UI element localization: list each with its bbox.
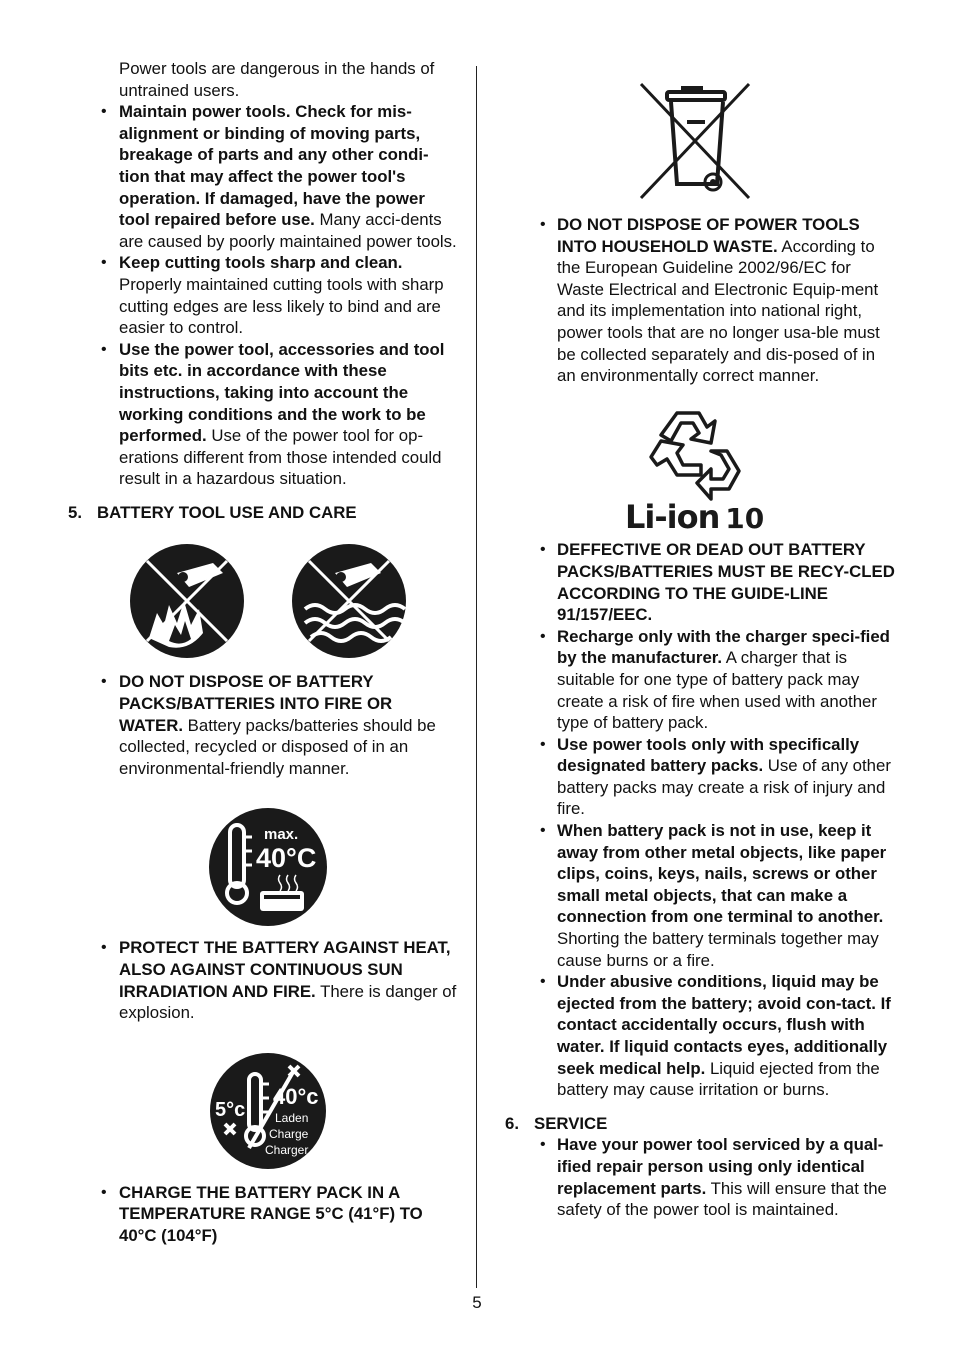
page-number: 5 (472, 1293, 482, 1312)
safety-list (68, 101, 458, 490)
list-item: • Recharge only with the charger speci-fied by the manufacturer. A charger that is suitable for one type of battery pack may create a risk of fire when used with another type of battery pack. (505, 626, 897, 734)
list-item: • PROTECT THE BATTERY AGAINST HEAT, ALSO AGAINST CONTINUOUS SUN IRRADIATION AND FIRE. There is danger of explosion. (68, 937, 458, 1023)
laden-label: Laden (275, 1110, 309, 1125)
weee-figure (549, 80, 841, 204)
list-item: • DO NOT DISPOSE OF BATTERY PACKS/BATTERIES INTO FIRE OR WATER. Battery packs/batteries should be collected, recycled or disposed of in an environmental-friendly manner. (68, 671, 458, 779)
list-item: • Maintain power tools. Check for mis-alignment or binding of moving parts, breakage of parts and any other condi-tion that may affect the power tool's operation. If damaged, have the power tool repaired before use. Many acci-dents are caused by poorly maintained power tools. (68, 101, 458, 252)
heat-list (68, 937, 458, 1023)
section-heading-6: 6. SERVICE (505, 1113, 608, 1133)
li-ion-label: Li-ion 10 (625, 497, 765, 536)
list-item: • Use power tools only with specifically designated battery packs. Use of any other battery packs may create a risk of injury and fire. (505, 734, 897, 820)
no-fire-no-water-icons (68, 543, 458, 659)
intro-text: Power tools are dangerous in the hands of untrained users. (119, 59, 435, 100)
recycling-figure (625, 409, 765, 534)
no-fire-icon (129, 543, 245, 659)
high-temp-label: 40°c (273, 1083, 319, 1109)
charger-label: Charger (265, 1142, 309, 1157)
list-item: • DEFFECTIVE OR DEAD OUT BATTERY PACKS/BATTERIES MUST BE RECY-CLED ACCORDING TO THE GUIDE-LINE 91/157/EEC. (505, 539, 897, 625)
dispose-list (68, 671, 458, 779)
left-column (68, 58, 458, 1247)
temperature-label: 40°C (256, 843, 317, 874)
max-label: max. (264, 826, 299, 844)
charge-temperature-figure (68, 1052, 458, 1170)
charge-list (68, 1182, 458, 1247)
battery-safety-list (505, 539, 897, 1100)
list-item: • DO NOT DISPOSE OF POWER TOOLS INTO HOUSEHOLD WASTE. According to the European Guideline 2002/96/EC for Waste Electrical and Electronic Equip-ment and its implementation into national right, power tools that are no longer usa-ble must be collected separately and dis-posed of in an environmentally correct manner. (505, 214, 897, 387)
no-water-icon (291, 543, 407, 659)
section-heading-5: 5. BATTERY TOOL USE AND CARE (68, 502, 357, 522)
list-item: • CHARGE THE BATTERY PACK IN A TEMPERATURE RANGE 5°C (41°F) TO 40°C (104°F) (68, 1182, 458, 1247)
list-item: • Have your power tool serviced by a qual-ified repair person using only identical replacement parts. This will ensure that the safety of the power tool is maintained. (505, 1134, 897, 1220)
column-divider (476, 66, 477, 1288)
max-temperature-icon (208, 807, 328, 927)
service-list (505, 1134, 897, 1220)
list-item: • Under abusive conditions, liquid may be ejected from the battery; avoid con-tact. If contact accidentally occurs, flush with water. If liquid contacts eyes, additionally seek medical help. Liquid ejected from the battery may cause irritation or burns. (505, 971, 897, 1101)
charge-label: Charge (269, 1126, 309, 1141)
list-item: • Keep cutting tools sharp and clean. Properly maintained cutting tools with sharp cutting edges are less likely to bind and are easier to control. (68, 252, 458, 338)
right-column (505, 80, 897, 1221)
low-temp-label: 5°c (215, 1098, 246, 1121)
crossed-out-bin-icon (637, 80, 753, 204)
list-item: • When battery pack is not in use, keep it away from other metal objects, like paper clips, coins, keys, nails, screws or other small metal objects, that can make a connection from one terminal to another. Shorting the battery terminals together may cause burns or a fire. (505, 820, 897, 971)
charge-range-icon (209, 1052, 327, 1170)
recycle-arrows-icon (647, 409, 743, 503)
weee-list (505, 214, 897, 387)
heat-warning-figure (68, 807, 458, 927)
list-item: • Use the power tool, accessories and tool bits etc. in accordance with these instructions, taking into account the working conditions and the work to be performed. Use of the power tool for op-erations different from those intended could result in a hazardous situation. (68, 339, 458, 490)
